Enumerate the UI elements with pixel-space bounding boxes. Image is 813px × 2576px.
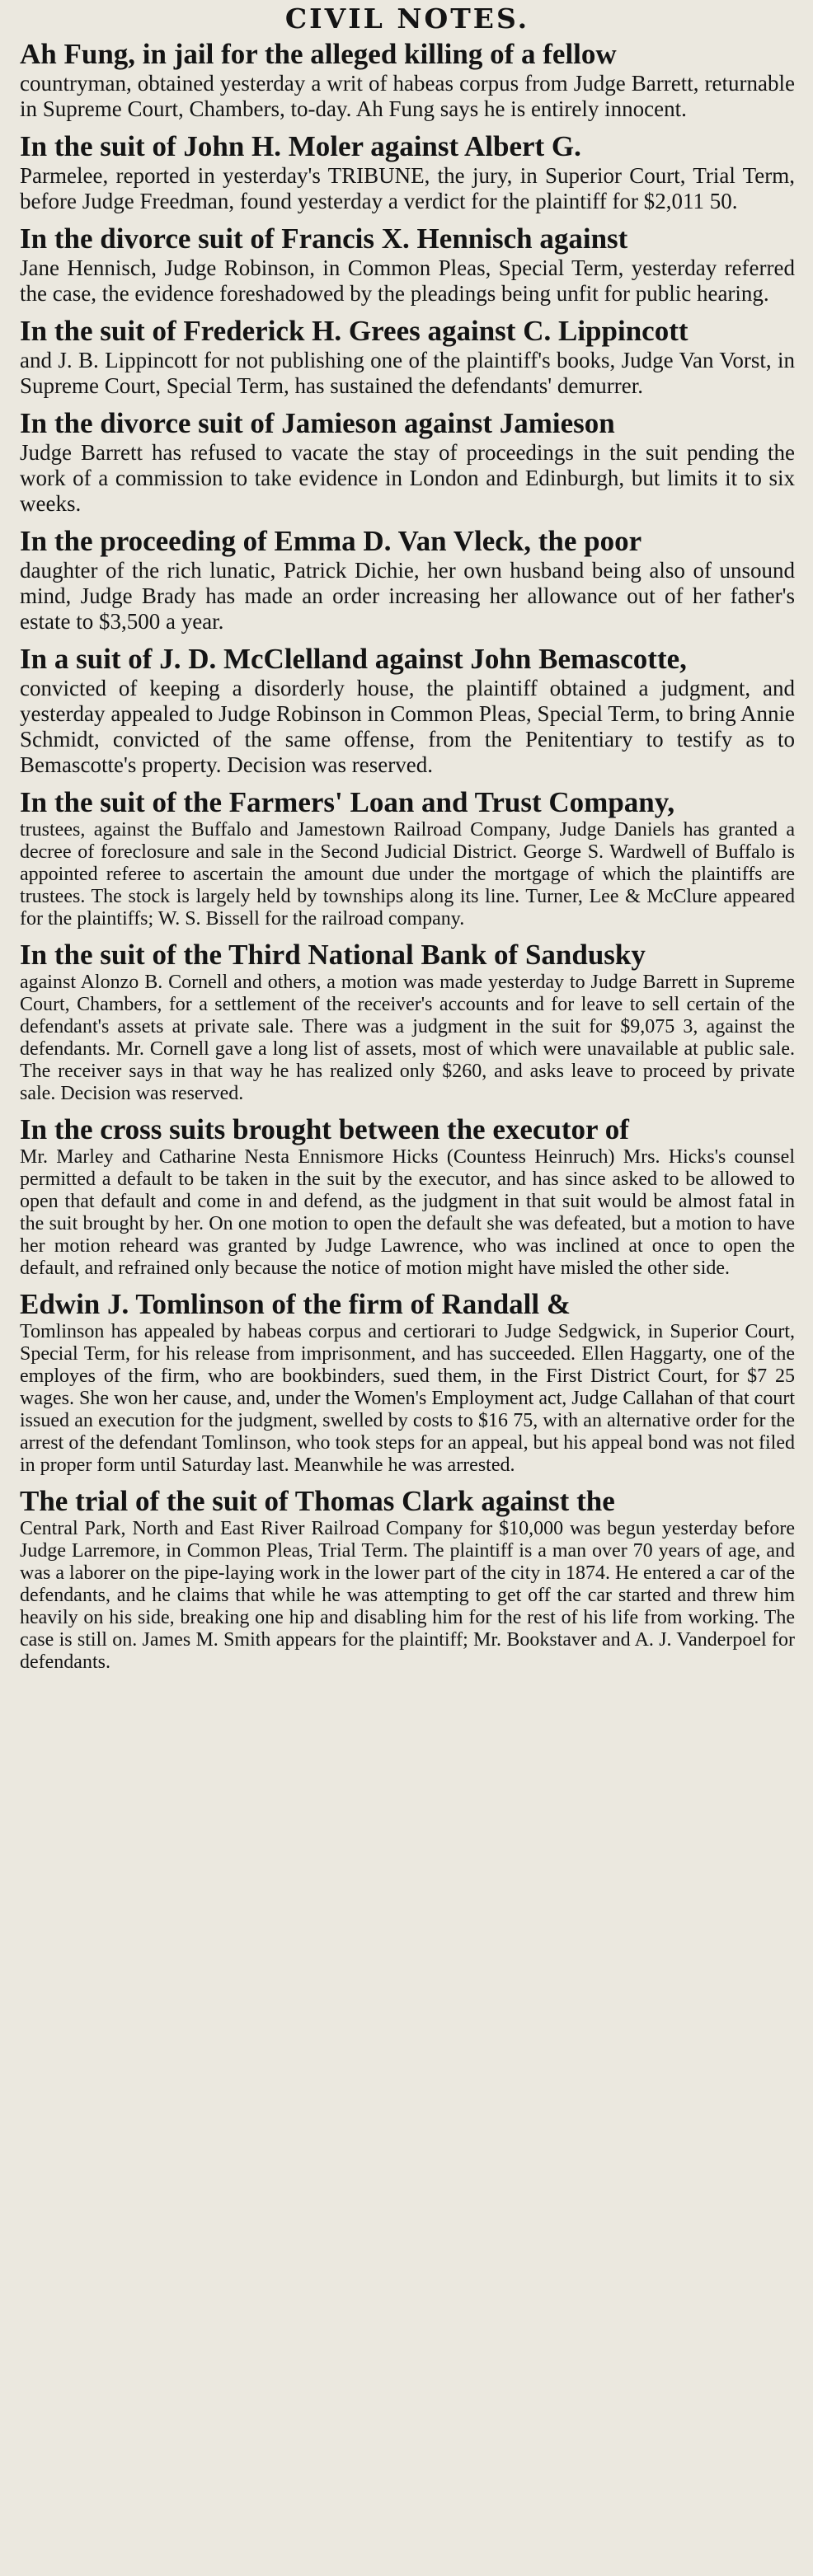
item-lead: In the cross suits brought between the executor of bbox=[20, 1113, 629, 1145]
item-lead: In the suit of the Farmers' Loan and Trust Company, bbox=[20, 786, 675, 818]
item-lead: The trial of the suit of Thomas Clark against the bbox=[20, 1485, 615, 1517]
item-lead: Ah Fung, in jail for the alleged killing of a fellow bbox=[20, 38, 617, 70]
item-body: Mr. Marley and Catharine Nesta Ennismore Hicks (Countess Heinruch) Mrs. Hicks's counsel permitted a default to be taken in the suit by the executor, and has since asked to be allowed to open that default and come in and defend, as the judgment in that suit would be almost fatal in the suit brought by her. On one motion to open the default she was defeated, but a motion to have her motion reheard was granted by Judge Lawrence, who was inclined at once to open the default, and refrained only because the notice of motion might have misled the other side. bbox=[20, 1146, 795, 1279]
item-body: Judge Barrett has refused to vacate the stay of proceedings in the suit pending the work of a commission to take evidence in London and Edinburgh, but limits it to six weeks. bbox=[20, 440, 795, 516]
item-body: Parmelee, reported in yesterday's TRIBUNE, the jury, in Superior Court, Trial Term, before Judge Freedman, found yesterday a verdict for the plaintiff for $2,011 50. bbox=[20, 163, 795, 213]
item-lead: In the divorce suit of Francis X. Hennisch against bbox=[20, 222, 628, 255]
item-lead: In a suit of J. D. McClelland against John Bemascotte, bbox=[20, 643, 687, 675]
item-body: against Alonzo B. Cornell and others, a motion was made yesterday to Judge Barrett in Supreme Court, Chambers, for a settlement of the receiver's accounts and for leave to sell certain of the defendant's assets at private sale. There was a judgment in the suit for $9,075 3, against the defendants. Mr. Cornell gave a long list of assets, most of which were unavailable at public sale. The receiver says in that way he has realized only $260, and asks leave to proceed by private sale. Decision was reserved. bbox=[20, 972, 795, 1104]
column-heading: CIVIL NOTES. bbox=[284, 2, 530, 35]
item-body: Central Park, North and East River Railroad Company for $10,000 was begun yesterday before Judge Larremore, in Common Pleas, Trial Term. The plaintiff is a man over 70 years of age, and was a laborer on the pipe-laying work in the lower part of the city in 1874. He entered a car of the defendants, and he claims that while he was attempting to get off the car started and threw him heavily on his side, breaking one hip and disabling him for the rest of his life from working. The case is still on. James M. Smith appears for the plaintiff; Mr. Bookstaver and A. J. Vanderpoel for defendants. bbox=[20, 1518, 795, 1673]
news-item bbox=[20, 38, 795, 122]
item-body: convicted of keeping a disorderly house, the plaintiff obtained a judgment, and yesterday appealed to Judge Robinson in Common Pleas, Special Term, to bring Annie Schmidt, convicted of the same offense, from the Penitentiary to testify as to Bemascotte's property. Decision was reserved. bbox=[20, 676, 795, 777]
item-body: Tomlinson has appealed by habeas corpus and certiorari to Judge Sedgwick, in Superior Court, Special Term, for his release from imprisonment, and has succeeded. Ellen Haggarty, one of the employes of the firm, who are bookbinders, sued them, in the First District Court, for $7 25 wages. She won her cause, and, under the Women's Employment act, Judge Callahan of that court issued an execution for the judgment, swelled by costs to $16 75, with an alternative order for the arrest of the defendant Tomlinson, who took steps for an appeal, but his appeal bond was not filed in proper form until Saturday last. Meanwhile he was arrested. bbox=[20, 1321, 795, 1476]
news-item bbox=[20, 315, 795, 399]
item-body: daughter of the rich lunatic, Patrick Dichie, her own husband being also of unsound mind, Judge Brady has made an order increasing her allowance out of her father's estate to $3,500 a year. bbox=[20, 558, 795, 634]
item-body: and J. B. Lippincott for not publishing one of the plaintiff's books, Judge Van Vorst, in Supreme Court, Special Term, has sustained the defendants' demurrer. bbox=[20, 348, 795, 398]
news-item bbox=[20, 222, 795, 307]
news-item bbox=[20, 643, 795, 778]
item-body: Jane Hennisch, Judge Robinson, in Common Pleas, Special Term, yesterday referred the case, the evidence foreshadowed by the pleadings being unfit for public hearing. bbox=[20, 255, 795, 306]
news-item bbox=[20, 1288, 795, 1477]
item-lead: In the suit of Frederick H. Grees against C. Lippincott bbox=[20, 315, 688, 347]
news-item bbox=[20, 407, 795, 517]
news-item bbox=[20, 939, 795, 1105]
item-body: trustees, against the Buffalo and Jamestown Railroad Company, Judge Daniels has granted a decree of foreclosure and sale in the Second Judicial District. George S. Wardwell of Buffalo is appointed referee to ascertain the amount due under the mortgage of which the plaintiffs are trustees. The stock is largely held by townships along its line. Turner, Lee & McClure appeared for the plaintiffs; W. S. Bissell for the railroad company. bbox=[20, 819, 795, 930]
item-lead: In the suit of the Third National Bank of Sandusky bbox=[20, 939, 646, 971]
news-item bbox=[20, 1485, 795, 1674]
item-lead: In the suit of John H. Moler against Albert G. bbox=[20, 130, 581, 162]
item-body: countryman, obtained yesterday a writ of habeas corpus from Judge Barrett, returnable in Supreme Court, Chambers, to-day. Ah Fung says he is entirely innocent. bbox=[20, 71, 795, 121]
news-item bbox=[20, 130, 795, 214]
item-lead: In the proceeding of Emma D. Van Vleck, the poor bbox=[20, 525, 642, 557]
item-lead: In the divorce suit of Jamieson against Jamieson bbox=[20, 407, 615, 439]
news-item bbox=[20, 525, 795, 635]
news-item bbox=[20, 1113, 795, 1280]
news-item bbox=[20, 786, 795, 930]
item-lead: Edwin J. Tomlinson of the firm of Randall & bbox=[20, 1288, 571, 1320]
